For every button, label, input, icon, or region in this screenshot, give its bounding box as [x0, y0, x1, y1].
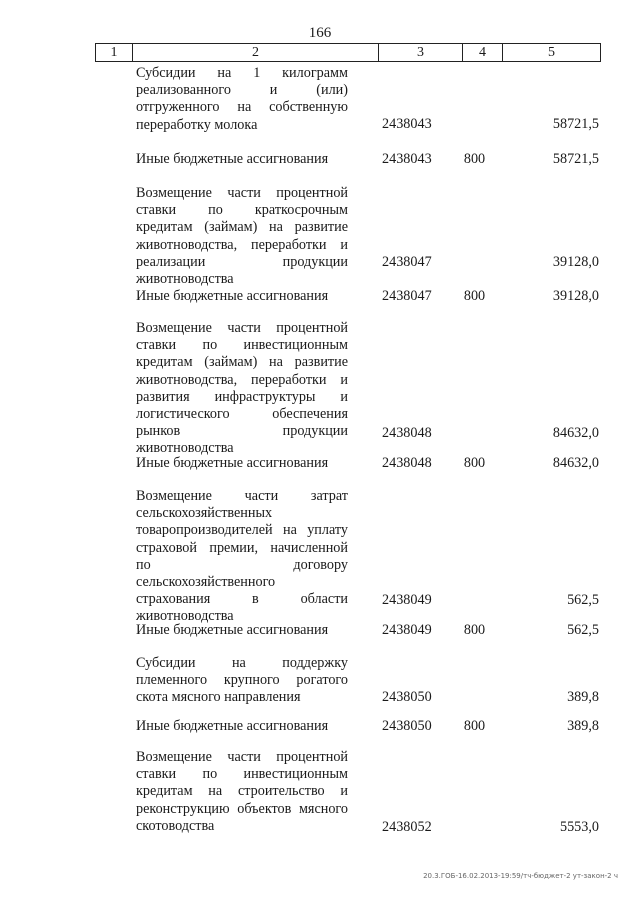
- page-number: 166: [308, 25, 332, 41]
- row-name: Иные бюджетные ассигнования: [136, 151, 329, 167]
- row-code: 2438043: [382, 151, 432, 167]
- row-name: Иные бюджетные ассигнования: [136, 288, 329, 304]
- row-amount: 5553,0: [559, 819, 599, 835]
- row-amount: 84632,0: [552, 425, 599, 441]
- row-code: 2438050: [382, 718, 432, 734]
- row-name: Возмещение части затрат сельскохозяйственных товаропроизводителей на уплату страховой премии, начисленной по договору сельскохозяйственного страхования в области животноводства: [136, 488, 348, 625]
- row-code: 2438050: [382, 689, 432, 705]
- row-code: 2438049: [382, 592, 432, 608]
- column-header-5: 5: [503, 44, 601, 62]
- row-amount: 389,8: [567, 689, 599, 705]
- row-code: 2438048: [382, 425, 432, 441]
- row-name: Иные бюджетные ассигнования: [136, 718, 329, 734]
- row-code: 2438047: [382, 288, 432, 304]
- row-name: Иные бюджетные ассигнования: [136, 455, 329, 471]
- row-name: Возмещение части процентной ставки по инвестиционным кредитам (займам) на развитие животноводства, переработки и развития инфраструктуры и логистического обеспечения рынков продукции животноводства: [136, 320, 348, 457]
- row-name: Возмещение части процентной ставки по инвестиционным кредитам на строительство и реконструкцию объектов мясного скотоводства: [136, 749, 348, 834]
- row-amount: 84632,0: [552, 455, 599, 471]
- row-code: 2438047: [382, 254, 432, 270]
- row-name: Возмещение части процентной ставки по краткосрочным кредитам (займам) на развитие животноводства, переработки и реализации продукции животноводства: [136, 185, 348, 288]
- row-amount: 562,5: [567, 592, 599, 608]
- row-expense-type: 800: [463, 288, 486, 304]
- column-header-1: 1: [96, 44, 133, 62]
- row-amount: 562,5: [567, 622, 599, 638]
- row-amount: 58721,5: [552, 151, 599, 167]
- column-header-4: 4: [463, 44, 503, 62]
- row-amount: 58721,5: [552, 116, 599, 132]
- row-expense-type: 800: [463, 455, 486, 471]
- row-amount: 39128,0: [552, 288, 599, 304]
- row-code: 2438048: [382, 455, 432, 471]
- row-expense-type: 800: [463, 151, 486, 167]
- row-name: Иные бюджетные ассигнования: [136, 622, 329, 638]
- column-header-3: 3: [379, 44, 463, 62]
- row-code: 2438052: [382, 819, 432, 835]
- row-expense-type: 800: [463, 718, 486, 734]
- row-code: 2438049: [382, 622, 432, 638]
- row-amount: 39128,0: [552, 254, 599, 270]
- row-amount: 389,8: [567, 718, 599, 734]
- row-name: Субсидии на поддержку племенного крупного рогатого скота мясного направления: [136, 655, 348, 706]
- row-expense-type: 800: [463, 622, 486, 638]
- document-footer-code: 20.3.ГОБ-16.02.2013-19:59/тч-бюджет-2 ут-закон-2 ч: [423, 872, 618, 880]
- row-code: 2438043: [382, 116, 432, 132]
- row-name: Субсидии на 1 килограмм реализованного и (или) отгруженного на собственную переработку молока: [136, 65, 348, 133]
- column-header-2: 2: [133, 44, 379, 62]
